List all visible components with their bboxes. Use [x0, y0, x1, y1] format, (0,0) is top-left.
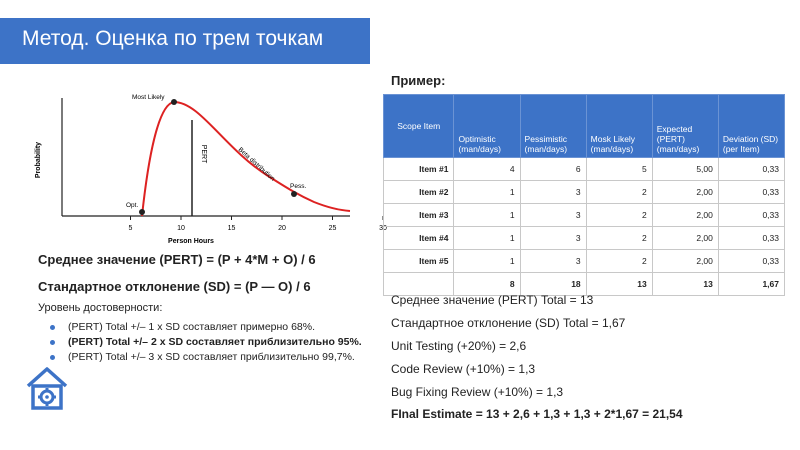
table-row	[384, 250, 785, 273]
cell-deviation: 0,33	[718, 158, 784, 181]
summary-pert-total: Среднее значение (PERT) Total = 13	[391, 293, 594, 307]
pess-point	[291, 191, 297, 197]
cell-pessimistic: 3	[520, 204, 586, 227]
table-header-row	[384, 95, 785, 158]
cell-pessimistic: 3	[520, 181, 586, 204]
header-deviation: Deviation (SD) (per Item)	[718, 95, 784, 158]
cell-pessimistic: 3	[520, 250, 586, 273]
header-expected: Expected (PERT) (man/days)	[652, 95, 718, 158]
cell-deviation: 0,33	[718, 181, 784, 204]
cell-expected: 2,00	[652, 181, 718, 204]
pert-label: PERT	[200, 144, 207, 164]
estimate-table	[383, 94, 785, 296]
summary-bug-fixing: Bug Fixing Review (+10%) = 1,3	[391, 385, 564, 399]
summary-code-review: Code Review (+10%) = 1,3	[391, 362, 536, 376]
x-tick-label: 5	[128, 225, 133, 232]
summary-final-estimate: FInal Estimate = 13 + 2,6 + 1,3 + 1,3 + 2*1,67 = 21,54	[391, 407, 683, 421]
header-scope-item: Scope Item	[384, 95, 454, 158]
confidence-label: Уровень достоверности:	[38, 302, 163, 314]
title-bar	[0, 18, 370, 64]
example-label: Пример:	[391, 73, 446, 88]
cell-item: Item #1	[384, 158, 454, 181]
total-pessimistic: 18	[520, 273, 586, 296]
beta-distribution-label: Beta distribution	[236, 146, 276, 183]
cell-most-likely: 5	[586, 158, 652, 181]
cell-most-likely: 2	[586, 250, 652, 273]
cell-most-likely: 2	[586, 204, 652, 227]
y-axis-label: Probability	[35, 141, 42, 179]
cell-optimistic: 1	[454, 204, 520, 227]
header-pessimistic: Pessimistic (man/days)	[520, 95, 586, 158]
total-expected: 13	[652, 273, 718, 296]
cell-item: Item #4	[384, 227, 454, 250]
bullet-1sd: (PERT) Total +/– 1 x SD составляет примерно 68%.	[50, 320, 362, 335]
table-row	[384, 158, 785, 181]
cell-item: Item #5	[384, 250, 454, 273]
cell-deviation: 0,33	[718, 250, 784, 273]
x-tick-label: 10	[177, 225, 185, 232]
x-tick-label: 30	[379, 225, 387, 232]
cell-most-likely: 2	[586, 227, 652, 250]
cell-expected: 5,00	[652, 158, 718, 181]
opt-label: Opt.	[126, 202, 139, 209]
x-tick-label: 20	[278, 225, 286, 232]
bullet-3sd: (PERT) Total +/– 3 x SD составляет приблизительно 99,7%.	[50, 350, 362, 365]
table-row	[384, 181, 785, 204]
cell-optimistic: 4	[454, 158, 520, 181]
x-tick-label: 25	[328, 225, 337, 232]
pess-label: Pess.	[290, 183, 307, 190]
total-optimistic: 8	[454, 273, 520, 296]
cell-item: Item #3	[384, 204, 454, 227]
table-row	[384, 227, 785, 250]
most-likely-point	[171, 99, 177, 105]
cell-expected: 2,00	[652, 250, 718, 273]
summary-sd-total: Стандартное отклонение (SD) Total = 1,67	[391, 316, 626, 330]
summary-unit-testing: Unit Testing (+20%) = 2,6	[391, 339, 527, 353]
cell-optimistic: 1	[454, 181, 520, 204]
opt-point	[139, 209, 145, 215]
beta-distribution-chart	[24, 90, 387, 250]
header-most-likely: Mosk Likely (man/days)	[586, 95, 652, 158]
confidence-list	[50, 320, 362, 365]
cell-expected: 2,00	[652, 204, 718, 227]
x-ticks	[129, 216, 387, 232]
total-most-likely: 13	[586, 273, 652, 296]
cell-item: Item #2	[384, 181, 454, 204]
cell-most-likely: 2	[586, 181, 652, 204]
formula-sd: Стандартное отклонение (SD) = (P — O) / 6	[38, 279, 311, 294]
header-optimistic: Optimistic (man/days)	[454, 95, 520, 158]
cell-pessimistic: 3	[520, 227, 586, 250]
x-axis-label: Person Hours	[168, 238, 214, 245]
cell-deviation: 0,33	[718, 204, 784, 227]
table-row	[384, 204, 785, 227]
x-tick-label: 15	[227, 225, 236, 232]
house-gear-logo-icon	[24, 364, 70, 412]
cell-optimistic: 1	[454, 227, 520, 250]
cell-optimistic: 1	[454, 250, 520, 273]
cell-deviation: 0,33	[718, 227, 784, 250]
bullet-2sd: (PERT) Total +/– 2 x SD составляет приблизительно 95%.	[50, 335, 362, 350]
cell-expected: 2,00	[652, 227, 718, 250]
total-deviation: 1,67	[718, 273, 784, 296]
slide-title: Метод. Оценка по трем точкам	[22, 27, 324, 50]
cell-pessimistic: 6	[520, 158, 586, 181]
formula-mean: Среднее значение (PERT) = (P + 4*M + O) / 6	[38, 252, 316, 267]
most-likely-label: Most Likely	[132, 94, 165, 101]
